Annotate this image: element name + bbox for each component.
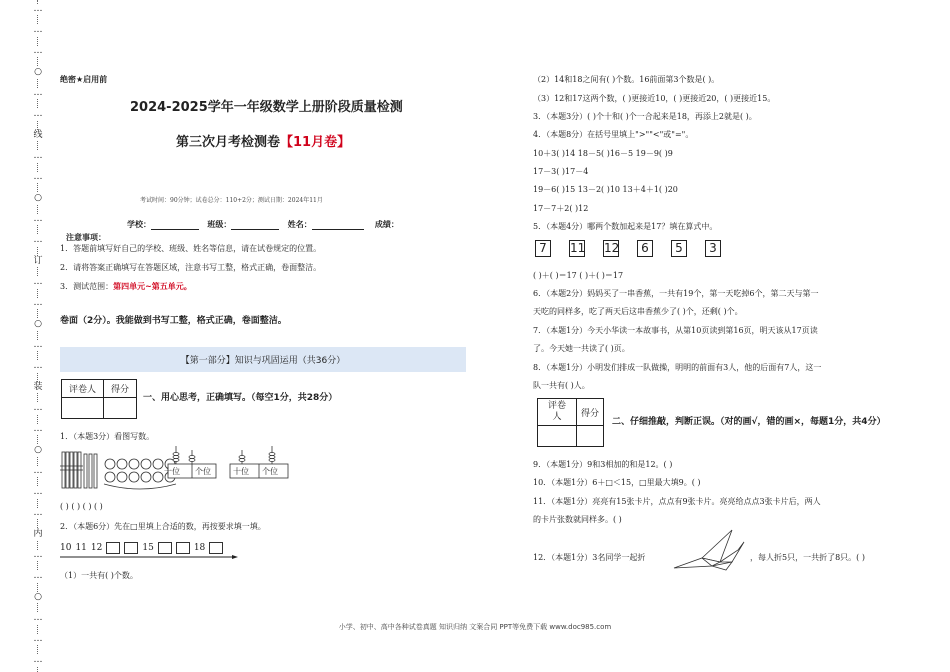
binding-glyph: 装 [33,382,43,392]
number-line-blank-box[interactable] [158,542,172,554]
binding-glyph: 线 [33,130,43,140]
binding-glyph: … [33,25,43,35]
binding-glyph: … [33,46,43,56]
neatness-line: 卷面（2分）。我能做到书写工整，格式正确，卷面整洁。 [60,316,287,326]
bundled-sticks-icon [60,452,97,488]
binding-glyph: ○ [32,445,44,456]
number-card: 11 [570,241,586,255]
q8-line-2: 队一共有( )人。 [533,381,590,390]
info-fields [127,219,399,230]
subtitle-tag: 【11月卷】 [280,135,351,150]
binding-glyph: … [33,403,43,413]
abacus-1-ones: 个位 [195,467,211,476]
school-field[interactable] [151,220,199,230]
binding-glyph: ○ [32,67,44,78]
grader-cell[interactable] [62,398,104,419]
note-3 [60,281,192,292]
binding-glyph: … [33,613,43,623]
score-cell-2[interactable] [577,426,604,447]
binding-margin [30,0,46,672]
exam-info: 考试时间：90分钟；试卷总分：110+2分；测试日期：2024年11月 [140,197,323,204]
note-1: 1．答题前填写好自己的学校、班级、姓名等信息，请在试卷规定的位置。 [60,244,322,253]
q2-2-text: （2）14和18之间有( )个数。16前面第3个数是( )。 [533,75,720,84]
q12-text-b: ，每人折5只，一共折了8只。( ) [750,553,865,562]
paper-crane-icon [672,528,750,574]
binding-glyph: … [33,655,43,665]
subtitle-main: 第三次月考检测卷 [176,135,281,150]
abacus-2-ones: 个位 [262,467,278,476]
number-line-blank-box[interactable] [176,542,190,554]
number-line [60,542,240,560]
score-table-2 [537,398,604,447]
binding-glyph: … [33,550,43,560]
binding-glyph: 内 [33,529,43,539]
q5-text: 5．（本题4分）哪两个数加起来是17？填在算式中。 [533,222,718,231]
number-line-number: 18 [193,543,206,553]
q6-line-2: 天吃的同样多，吃了两天后这串香蕉少了( )个，还剩( )个。 [533,307,743,316]
binding-glyph: … [33,340,43,350]
binding-glyph: … [33,88,43,98]
number-card: 6 [637,240,653,257]
q8-line-1: 8．（本题1分）小明发们排成一队做操，明明的前面有3人，他的后面有7人，这一 [533,363,822,372]
q11-line-1: 11．（本题1分）亮亮有15张卡片，点点有9张卡片。亮亮给点点3张卡片后，两人 [533,497,821,506]
score-table-1 [61,379,137,419]
exam-subtitle [176,131,350,150]
binding-glyph: … [33,172,43,182]
secret-label: 绝密★启用前 [60,75,108,84]
page-footer: 小学、初中、高中各种试卷真题 知识归纳 文案合同 PPT等免费下载 www.doc985.com [338,623,612,631]
grader-header-2-line1: 评卷 [547,401,566,411]
grader-header-2 [538,399,577,426]
q10-text: 10．（本题1分）6＋□＜15，□里最大填9。( ) [533,478,701,487]
number-line-number: 12 [90,543,103,553]
q4-row-4: 17－7＋2( )12 [533,204,589,213]
binding-glyph: … [33,571,43,581]
class-label: 班级： [207,220,232,229]
school-label: 学校： [127,220,151,229]
q4-row-2: 17－3( )17－4 [533,167,589,176]
binding-glyph: … [33,361,43,371]
number-line-number: 11 [75,543,87,553]
number-line-blank-box[interactable] [209,542,223,554]
name-field[interactable] [312,220,364,230]
abacus-1-tens: 十位 [164,467,180,476]
score-cell[interactable] [104,398,137,419]
q5-number-cards [535,240,721,257]
grader-header: 评卷人 [62,380,104,398]
grader-header-2-line2: 人 [552,412,562,422]
q5-equations: ( )＋( )＝17 ( )＋( )＝17 [533,271,624,280]
part1-banner [60,347,466,372]
number-line-axis [60,555,242,561]
number-line-number: 10 [60,543,72,553]
q12-text-a: 12．（本题1分）3名同学一起折 [533,553,646,562]
q11-line-2: 的卡片张数就同样多。( ) [533,515,622,524]
number-card: 12 [604,241,620,255]
number-line-blank-box[interactable] [106,542,120,554]
scope-label: 3．测试范围： [60,282,114,291]
q3-text: 3．（本题3分）( )个十和( )个一合起来是18，再添上2就是( )。 [533,112,757,121]
part1-banner-text: 【第一部分】知识与巩固运用（共36分） [180,356,346,366]
binding-glyph: … [33,109,43,119]
q2-3-text: （3）12和17这两个数，( )更接近10，( )更接近20，( )更接近15。 [533,94,776,103]
binding-glyph: … [33,214,43,224]
number-card: 7 [535,240,551,257]
q4-row-3: 19－6( )15 13－2( )10 13＋4＋1( )20 [533,185,678,194]
binding-glyph: … [33,487,43,497]
binding-glyph: 订 [33,256,43,266]
section2-title: 二、仔细推敲，判断正误。（对的画√，错的画×，每题1分，共4分） [612,417,886,427]
q1-text: 1．（本题3分）看图写数。 [60,432,155,441]
number-card: 3 [705,240,721,257]
exam-title: 2024-2025学年一年级数学上册阶段质量检测 [130,100,403,115]
score-label: 成绩： [374,220,399,229]
number-card: 5 [671,240,687,257]
number-line-number: 15 [142,543,154,553]
binding-glyph: … [33,508,43,518]
q1-answer-blanks[interactable]: ( ) ( ) ( ) ( ) [60,502,103,511]
binding-glyph: ○ [32,319,44,330]
q7-line-2: 了。今天她一共读了( )页。 [533,344,630,353]
q7-line-1: 7．（本题1分）今天小华读一本故事书，从第10页读到第16页，明天该从17页读 [533,326,818,335]
section1-title: 一、用心思考，正确填写。（每空1分，共28分） [143,393,338,403]
name-label: 姓名： [287,220,312,229]
binding-glyph: ○ [32,592,44,603]
q4-row-1: 10＋3( )14 18－5( )16－5 19－9( )9 [533,149,673,158]
q9-text: 9．（本题1分）9和3相加的和是12。( ) [533,460,673,469]
binding-glyph: … [33,424,43,434]
q6-line-1: 6．（本题2分）妈妈买了一串香蕉，一共有19个，第一天吃掉6个，第二天与第一 [533,289,819,298]
binding-glyph: … [33,298,43,308]
q2-1-text: （1）一共有( )个数。 [60,571,138,580]
score-header-2: 得分 [577,399,604,426]
binding-glyph: ○ [32,193,44,204]
number-line-blank-box[interactable] [124,542,138,554]
class-field[interactable] [231,220,279,230]
abacus-2-tens: 十位 [233,467,249,476]
binding-glyph: … [33,466,43,476]
grader-cell-2[interactable] [538,426,577,447]
q2-text: 2．（本题6分）先在□里填上合适的数，再按要求填一填。 [60,522,266,531]
scope-value: 第四单元~第五单元。 [113,281,192,291]
q4-text: 4．（本题8分）在括号里填上">""<"或"="。 [533,130,694,139]
binding-glyph: … [33,277,43,287]
binding-glyph: … [33,235,43,245]
score-header: 得分 [104,380,137,398]
binding-glyph: … [33,151,43,161]
binding-glyph: … [33,4,43,14]
notes-heading: 注意事项： [66,233,106,242]
binding-glyph: … [33,634,43,644]
note-2: 2．请将答案正确填写在答题区域，注意书写工整，格式正确，卷面整洁。 [60,263,322,272]
